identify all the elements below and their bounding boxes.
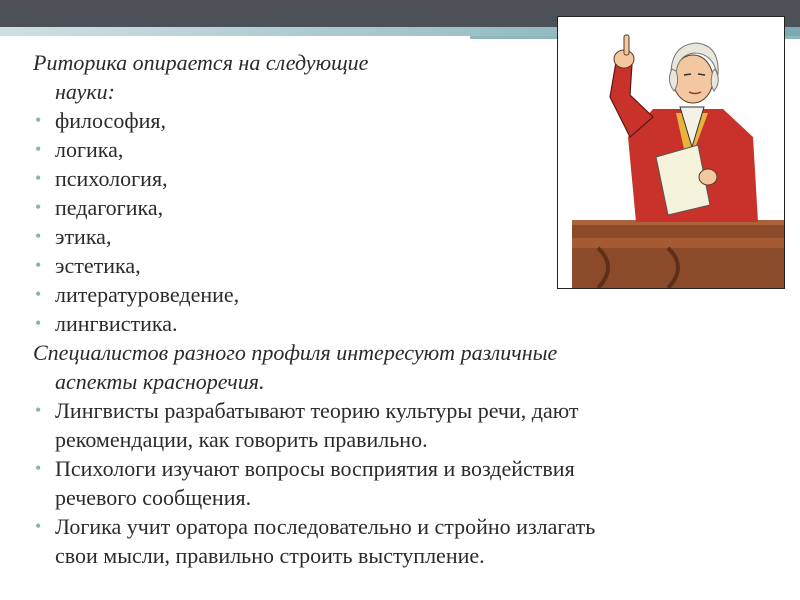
list-item-science: • педагогика,	[33, 193, 773, 222]
list-item-science: • философия,	[33, 106, 773, 135]
list-item-science: • психология,	[33, 164, 773, 193]
heading-specialists: Специалистов разного профиля интересуют различные	[33, 340, 558, 365]
list-item-science: • эстетика,	[33, 251, 773, 280]
list-item-science: • литературоведение,	[33, 280, 773, 309]
list-item-point: • Лингвисты разрабатывают теорию культуры речи, дают	[33, 396, 773, 425]
list-item-science: • лингвистика.	[33, 309, 773, 338]
heading-specialists-cont: аспекты красноречия.	[55, 369, 265, 394]
heading-sciences-cont: науки:	[55, 79, 116, 104]
list-item-point-cont: свои мысли, правильно строить выступление.	[55, 543, 485, 568]
list-item-science: • этика,	[33, 222, 773, 251]
slide-content	[33, 48, 773, 570]
list-item-point-cont: рекомендации, как говорить правильно.	[55, 427, 428, 452]
heading-sciences: Риторика опирается на следующие	[33, 50, 369, 75]
list-item-science: • логика,	[33, 135, 773, 164]
list-item-point: • Логика учит оратора последовательно и стройно излагать	[33, 512, 773, 541]
list-item-point-cont: речевого сообщения.	[55, 485, 252, 510]
list-item-point: • Психологи изучают вопросы восприятия и воздействия	[33, 454, 773, 483]
